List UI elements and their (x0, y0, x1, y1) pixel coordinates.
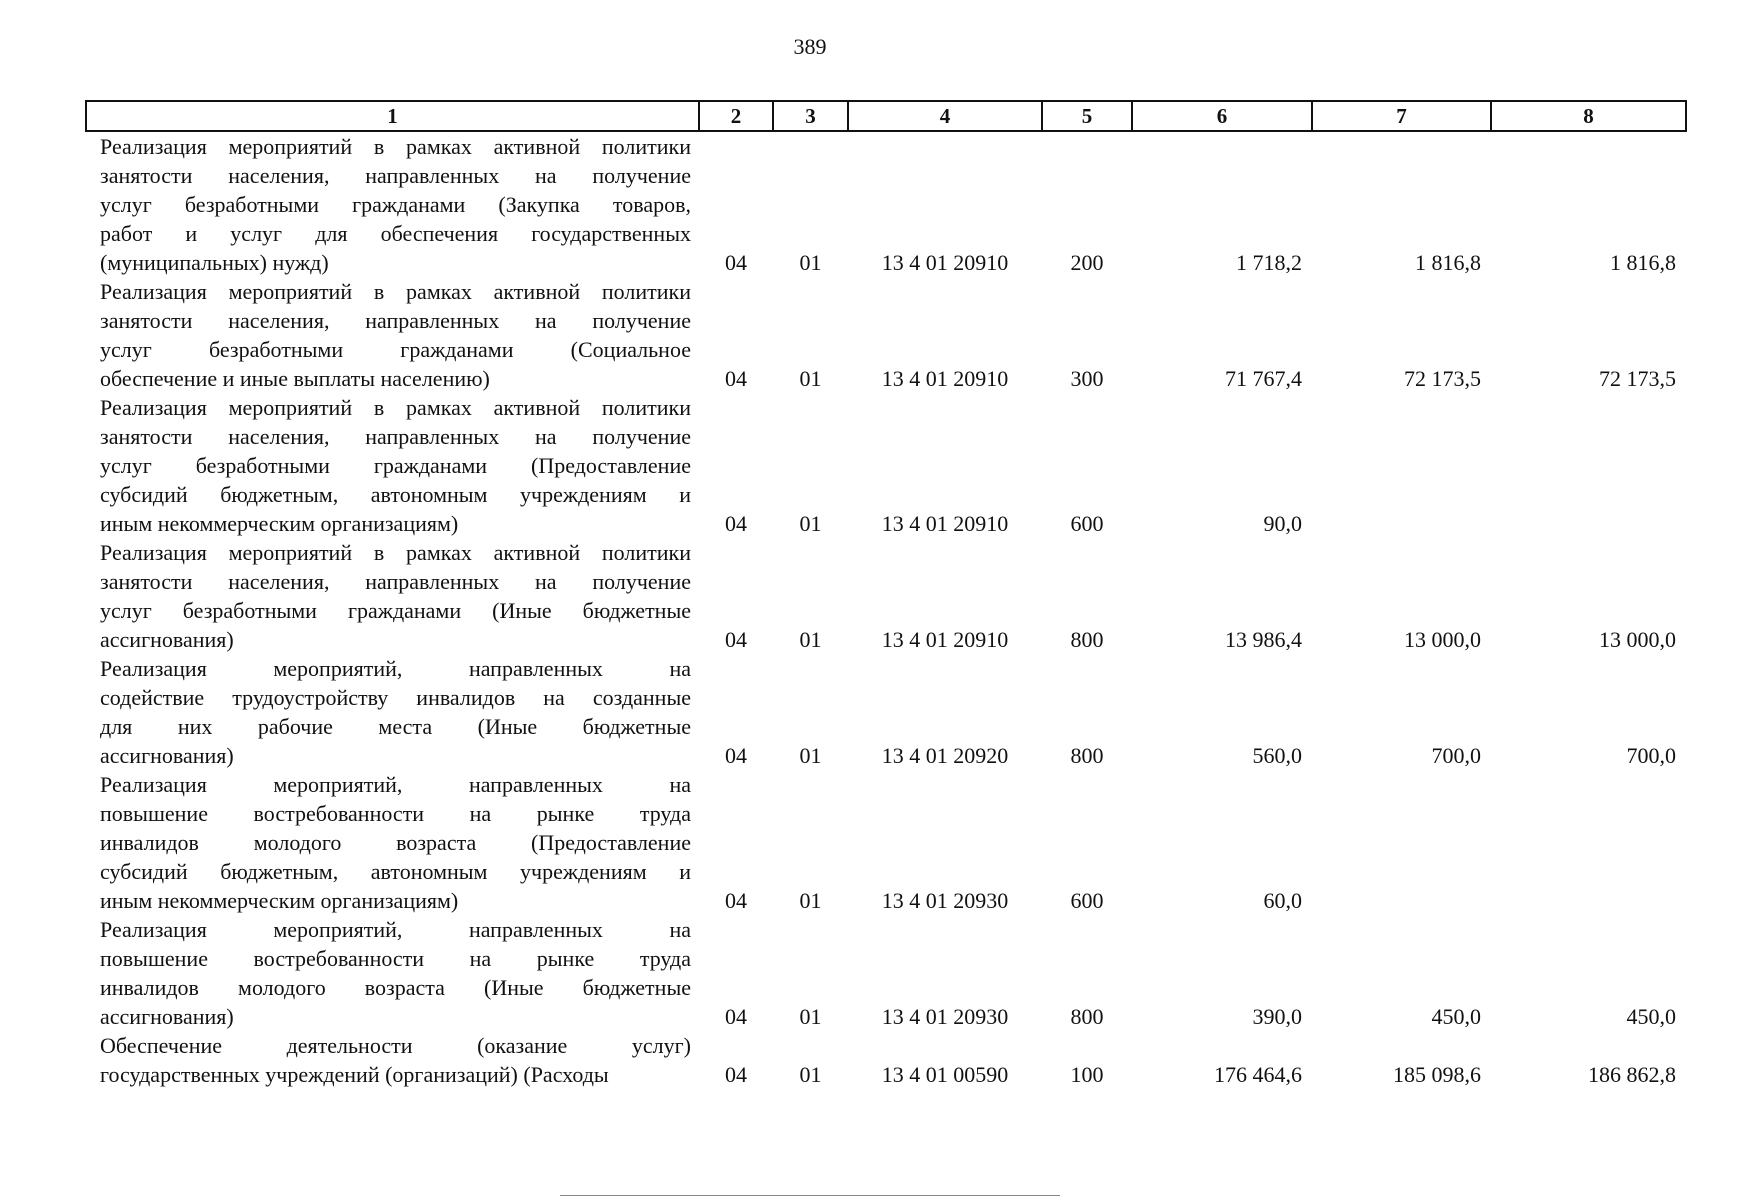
table-row (86, 393, 1686, 538)
description-line: занятости населения, направленных на получение (100, 308, 691, 333)
description-line: работ и услуг для обеспечения государственных (100, 221, 691, 246)
description-line: Реализация мероприятий в рамках активной политики (100, 395, 691, 420)
table-row (86, 770, 1686, 915)
target-article-code: 13 4 01 20910 (881, 250, 1009, 275)
description-line: Реализация мероприятий, направленных на (100, 772, 691, 797)
description-line: Реализация мероприятий в рамках активной политики (100, 279, 691, 304)
section-code: 04 (725, 250, 747, 275)
description-line: услуг безработными гражданами (Закупка товаров, (100, 192, 691, 217)
expense-type-code: 600 (1070, 511, 1104, 536)
target-article-code: 13 4 01 00590 (881, 1062, 1009, 1087)
header-col-6: 6 (1132, 101, 1312, 131)
row-description (86, 915, 699, 1031)
description-line: Реализация мероприятий в рамках активной политики (100, 134, 691, 159)
target-article-code: 13 4 01 20910 (881, 511, 1009, 536)
row-description (86, 654, 699, 770)
subsection-code: 01 (799, 888, 822, 913)
amount-col-6: 1 718,2 (1236, 250, 1302, 275)
description-line: обеспечение и иные выплаты населению) (100, 366, 490, 391)
row-description (86, 131, 699, 277)
subsection-code: 01 (799, 1062, 822, 1087)
section-code: 04 (725, 1062, 747, 1087)
description-line: занятости населения, направленных на получение (100, 569, 691, 594)
amount-col-6: 560,0 (1252, 743, 1302, 768)
amount-col-7: 450,0 (1431, 1004, 1481, 1029)
amount-col-7: 185 098,6 (1393, 1062, 1481, 1087)
target-article-code: 13 4 01 20930 (881, 1004, 1009, 1029)
description-line: Реализация мероприятий, направленных на (100, 917, 691, 942)
header-col-4: 4 (848, 101, 1042, 131)
section-code: 04 (725, 366, 747, 391)
description-line: государственных учреждений (организаций) (Расходы (100, 1062, 609, 1087)
table-row (86, 131, 1686, 277)
target-article-code: 13 4 01 20910 (881, 627, 1009, 652)
row-description (86, 393, 699, 538)
amount-col-8: 1 816,8 (1610, 250, 1676, 275)
expense-type-code: 200 (1070, 250, 1104, 275)
table-row (86, 1031, 1686, 1089)
section-code: 04 (725, 743, 747, 768)
amount-col-6: 90,0 (1263, 511, 1302, 536)
description-line: инвалидов молодого возраста (Иные бюджетные (100, 975, 691, 1000)
section-code: 04 (725, 888, 747, 913)
amount-col-8: 72 173,5 (1599, 366, 1676, 391)
description-line: для них рабочие места (Иные бюджетные (100, 714, 691, 739)
amount-col-7: 700,0 (1431, 743, 1481, 768)
table-row (86, 277, 1686, 393)
subsection-code: 01 (799, 1004, 822, 1029)
amount-col-8 (1491, 770, 1686, 915)
amount-col-7: 13 000,0 (1404, 627, 1481, 652)
description-line: занятости населения, направленных на получение (100, 424, 691, 449)
section-code: 04 (725, 627, 747, 652)
section-code: 04 (725, 511, 747, 536)
amount-col-7: 1 816,8 (1415, 250, 1481, 275)
description-line: повышение востребованности на рынке труда (100, 801, 691, 826)
table-header-row (86, 101, 1686, 131)
expense-type-code: 100 (1070, 1062, 1104, 1087)
description-line: занятости населения, направленных на получение (100, 163, 691, 188)
header-col-2: 2 (699, 101, 773, 131)
amount-col-6: 13 986,4 (1225, 627, 1302, 652)
footer-divider (560, 1195, 1060, 1196)
subsection-code: 01 (799, 250, 822, 275)
description-line: инвалидов молодого возраста (Предоставление (100, 830, 691, 855)
description-line: субсидий бюджетным, автономным учреждениям и (100, 482, 691, 507)
description-line: повышение востребованности на рынке труда (100, 946, 691, 971)
header-col-8: 8 (1491, 101, 1686, 131)
description-line: иным некоммерческим организациям) (100, 511, 459, 536)
amount-col-8: 13 000,0 (1599, 627, 1676, 652)
expense-type-code: 600 (1070, 888, 1104, 913)
amount-col-6: 71 767,4 (1225, 366, 1302, 391)
description-line: услуг безработными гражданами (Социальное (100, 337, 691, 362)
expense-type-code: 800 (1070, 627, 1104, 652)
description-line: ассигнования) (100, 1004, 234, 1029)
header-col-1: 1 (86, 101, 699, 131)
expense-type-code: 800 (1070, 1004, 1104, 1029)
header-col-3: 3 (773, 101, 848, 131)
description-line: Реализация мероприятий в рамках активной политики (100, 540, 691, 565)
subsection-code: 01 (799, 511, 822, 536)
amount-col-8: 450,0 (1626, 1004, 1676, 1029)
description-line: ассигнования) (100, 627, 234, 652)
amount-col-7: 72 173,5 (1404, 366, 1481, 391)
row-description (86, 770, 699, 915)
subsection-code: 01 (799, 366, 822, 391)
amount-col-8: 186 862,8 (1588, 1062, 1676, 1087)
expense-type-code: 300 (1070, 366, 1104, 391)
table-row (86, 915, 1686, 1031)
expense-type-code: 800 (1070, 743, 1104, 768)
description-line: Обеспечение деятельности (оказание услуг) (100, 1033, 691, 1058)
amount-col-6: 60,0 (1263, 888, 1302, 913)
amount-col-8 (1491, 393, 1686, 538)
page-number: 389 (793, 34, 827, 59)
header-col-7: 7 (1312, 101, 1491, 131)
description-line: услуг безработными гражданами (Иные бюджетные (100, 598, 691, 623)
row-description (86, 277, 699, 393)
description-line: иным некоммерческим организациям) (100, 888, 459, 913)
target-article-code: 13 4 01 20910 (881, 366, 1009, 391)
amount-col-7 (1312, 393, 1491, 538)
header-col-5: 5 (1042, 101, 1132, 131)
row-description (86, 1031, 699, 1089)
table-row (86, 654, 1686, 770)
description-line: содействие трудоустройству инвалидов на созданные (100, 685, 691, 710)
description-line: услуг безработными гражданами (Предоставление (100, 453, 691, 478)
row-description (86, 538, 699, 654)
amount-col-8: 700,0 (1626, 743, 1676, 768)
subsection-code: 01 (799, 627, 822, 652)
description-line: (муниципальных) нужд) (100, 250, 329, 275)
budget-table (85, 100, 1687, 1089)
amount-col-7 (1312, 770, 1491, 915)
section-code: 04 (725, 1004, 747, 1029)
subsection-code: 01 (799, 743, 822, 768)
description-line: субсидий бюджетным, автономным учреждениям и (100, 859, 691, 884)
target-article-code: 13 4 01 20930 (881, 888, 1009, 913)
target-article-code: 13 4 01 20920 (881, 743, 1009, 768)
table-row (86, 538, 1686, 654)
amount-col-6: 176 464,6 (1214, 1062, 1302, 1087)
description-line: ассигнования) (100, 743, 234, 768)
amount-col-6: 390,0 (1252, 1004, 1302, 1029)
description-line: Реализация мероприятий, направленных на (100, 656, 691, 681)
